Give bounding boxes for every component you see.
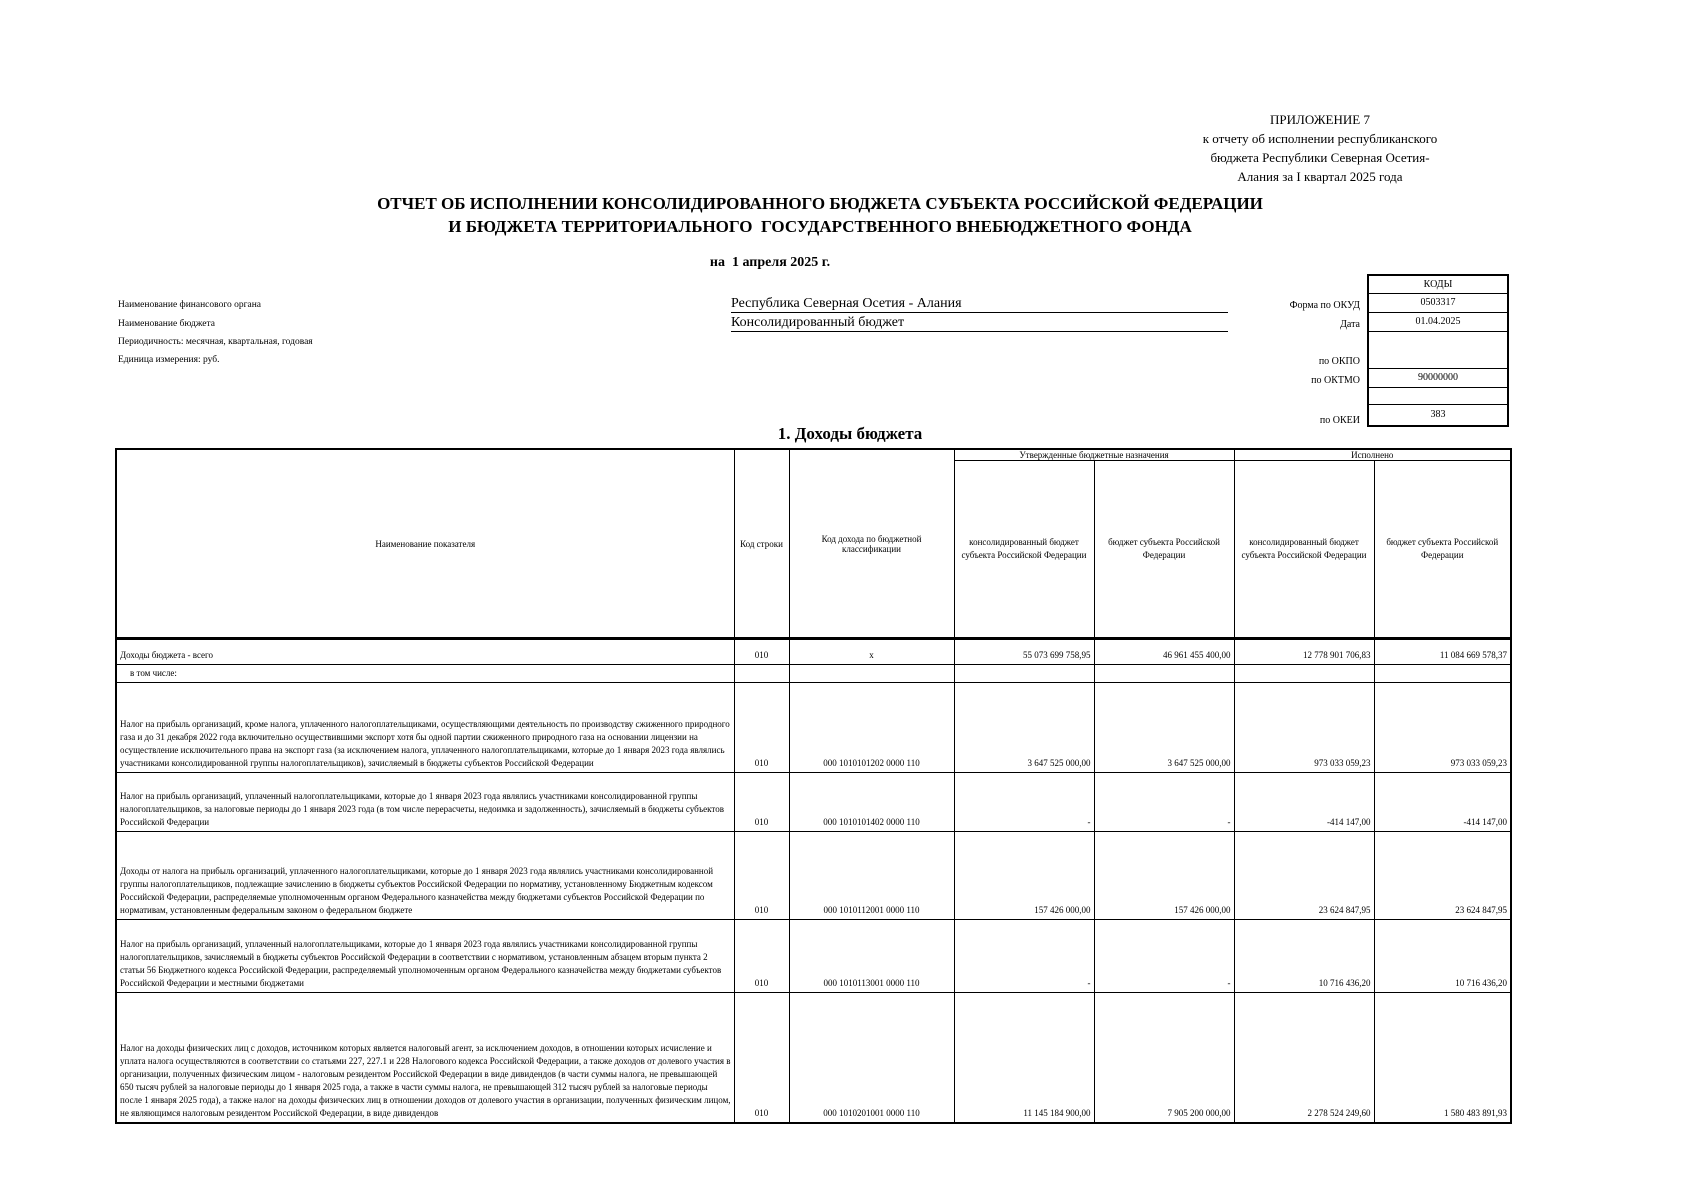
row-code: 010	[734, 993, 789, 1123]
fin-org-label: Наименование финансового органа	[118, 300, 262, 310]
row-executed-subject: -414 147,00	[1374, 773, 1511, 832]
date-value: 01.04.2025	[1369, 313, 1507, 332]
period-label: Периодичность: месячная, квартальная, годовая	[118, 337, 313, 347]
row-executed-consolidated: 10 716 436,20	[1234, 920, 1374, 993]
row-approved-consolidated: 11 145 184 900,00	[954, 993, 1094, 1123]
unit-label: Единица измерения: руб.	[118, 355, 220, 365]
fin-org-value: Республика Северная Осетия - Алания	[731, 295, 1228, 313]
row-executed-consolidated: 973 033 059,23	[1234, 683, 1374, 773]
row-code: 010	[734, 683, 789, 773]
table-row	[116, 683, 1511, 773]
section-title: 1. Доходы бюджета	[777, 424, 923, 443]
row-code	[734, 665, 789, 683]
row-class-code	[789, 665, 954, 683]
table-group-header-row	[116, 449, 1511, 461]
okud-value: 0503317	[1369, 294, 1507, 313]
report-date: на 1 апреля 2025 г.	[709, 255, 831, 270]
oktmo-label: по ОКТМО	[1311, 375, 1360, 386]
okpo-label: по ОКПО	[1318, 356, 1360, 367]
col-header-code: Код строки	[734, 449, 789, 639]
row-approved-consolidated: -	[954, 920, 1094, 993]
row-approved-subject: 46 961 455 400,00	[1094, 639, 1234, 665]
table-row	[116, 773, 1511, 832]
row-approved-consolidated: -	[954, 773, 1094, 832]
col-header-approved-subject: бюджет субъекта Российской Федерации	[1094, 461, 1234, 639]
table-row	[116, 665, 1511, 683]
codes-box	[1367, 274, 1509, 427]
report-title	[150, 192, 1490, 238]
row-approved-subject	[1094, 665, 1234, 683]
title-line-1: ОТЧЕТ ОБ ИСПОЛНЕНИИ КОНСОЛИДИРОВАННОГО БЮДЖЕТА СУБЪЕКТА РОССИЙСКОЙ ФЕДЕРАЦИИ	[377, 194, 1263, 213]
okpo-value	[1369, 332, 1507, 369]
col-header-approved-consolidated: консолидированный бюджет субъекта Российской Федерации	[954, 461, 1094, 639]
row-approved-consolidated	[954, 665, 1094, 683]
row-code: 010	[734, 832, 789, 920]
row-class-code: 000 1010101402 0000 110	[789, 773, 954, 832]
col-header-class: Код дохода по бюджетной классификации	[789, 449, 954, 639]
row-class-code: 000 1010201001 0000 110	[789, 993, 954, 1123]
row-code: 010	[734, 773, 789, 832]
row-executed-consolidated: -414 147,00	[1234, 773, 1374, 832]
row-executed-subject	[1374, 665, 1511, 683]
col-header-name: Наименование показателя	[116, 449, 734, 639]
row-approved-consolidated: 157 426 000,00	[954, 832, 1094, 920]
budget-label: Наименование бюджета	[118, 319, 215, 329]
row-code: 010	[734, 639, 789, 665]
appendix-line: Алания за I квартал 2025 года	[1237, 169, 1403, 184]
appendix-line: к отчету об исполнении республиканского	[1202, 131, 1438, 146]
table-row	[116, 920, 1511, 993]
row-executed-subject: 10 716 436,20	[1374, 920, 1511, 993]
row-executed-subject: 1 580 483 891,93	[1374, 993, 1511, 1123]
row-class-code: 000 1010101202 0000 110	[789, 683, 954, 773]
row-executed-subject: 11 084 669 578,37	[1374, 639, 1511, 665]
group-header-executed: Исполнено	[1234, 449, 1511, 461]
row-name: Доходы от налога на прибыль организаций, уплаченного налогоплательщиками, которые до 1 января 2023 года являлись участниками консолидированной группы налогоплательщиков, подлежащие зачислению в бюджеты субъектов Российской Федерации по нормативу, установленному Бюджетным кодексом Российской Федерации, распределяемые уполномоченным органом Федерального казначейства между бюджетами субъектов Российской Федерации по нормативам, установленным федеральным законом о федеральном бюджете	[116, 832, 734, 920]
group-header-approved: Утвержденные бюджетные назначения	[954, 449, 1234, 461]
row-name: в том числе:	[130, 668, 177, 678]
row-approved-subject: -	[1094, 920, 1234, 993]
row-name: Доходы бюджета - всего	[116, 639, 734, 665]
col-header-executed-subject: бюджет субъекта Российской Федерации	[1374, 461, 1511, 639]
col-header-executed-consolidated: консолидированный бюджет субъекта Российской Федерации	[1234, 461, 1374, 639]
row-executed-consolidated: 23 624 847,95	[1234, 832, 1374, 920]
row-executed-subject: 973 033 059,23	[1374, 683, 1511, 773]
row-approved-consolidated: 3 647 525 000,00	[954, 683, 1094, 773]
row-executed-subject: 23 624 847,95	[1374, 832, 1511, 920]
okud-label: Форма по ОКУД	[1289, 300, 1360, 311]
row-approved-subject: 157 426 000,00	[1094, 832, 1234, 920]
income-table	[115, 448, 1512, 1124]
title-line-2: И БЮДЖЕТА ТЕРРИТОРИАЛЬНОГО ГОСУДАРСТВЕННОГО ВНЕБЮДЖЕТНОГО ФОНДА	[448, 217, 1192, 236]
appendix-line: ПРИЛОЖЕНИЕ 7	[1270, 112, 1370, 127]
table-row	[116, 639, 1511, 665]
row-class-code: 000 1010112001 0000 110	[789, 832, 954, 920]
row-name: Налог на прибыль организаций, уплаченный налогоплательщиками, которые до 1 января 2023 года являлись участниками консолидированной группы налогоплательщиков, зачисляемый в бюджеты субъектов Российской Федерации в соответствии с нормативом, установленным абзацем вторым пункта 2 статьи 56 Бюджетного кодекса Российской Федерации, распределяемый уполномоченным органом Федерального казначейства между бюджетами субъектов Российской Федерации и местными бюджетами	[116, 920, 734, 993]
row-approved-subject: 3 647 525 000,00	[1094, 683, 1234, 773]
row-class-code: 000 1010113001 0000 110	[789, 920, 954, 993]
appendix-line: бюджета Республики Северная Осетия-	[1210, 150, 1430, 165]
okei-label: по ОКЕИ	[1319, 415, 1360, 426]
codes-header: КОДЫ	[1369, 276, 1507, 294]
date-label: Дата	[1340, 319, 1360, 330]
table-row	[116, 993, 1511, 1123]
row-name: Налог на прибыль организаций, кроме налога, уплаченного налогоплательщиками, осуществляющими деятельность по производству сжиженного природного газа и до 31 декабря 2022 года включительно осуществившими экспорт хотя бы одной партии сжиженного природного газа на основании лицензии на осуществление исключительного права на экспорт газа (за исключением налога, уплаченного налогоплательщиками, которые до 1 января 2023 года являлись участниками консолидированной группы налогоплательщиков), зачисляемый в бюджеты субъектов Российской Федерации	[116, 683, 734, 773]
row-class-code: x	[789, 639, 954, 665]
oktmo-value: 90000000	[1369, 369, 1507, 388]
row-executed-consolidated	[1234, 665, 1374, 683]
row-executed-consolidated: 12 778 901 706,83	[1234, 639, 1374, 665]
row-approved-subject: 7 905 200 000,00	[1094, 993, 1234, 1123]
row-executed-consolidated: 2 278 524 249,60	[1234, 993, 1374, 1123]
row-approved-subject: -	[1094, 773, 1234, 832]
appendix-note	[1150, 110, 1490, 186]
row-approved-consolidated: 55 073 699 758,95	[954, 639, 1094, 665]
okei-value: 383	[1430, 409, 1446, 420]
budget-value: Консолидированный бюджет	[731, 314, 1228, 332]
codes-blank-cell	[1369, 388, 1507, 405]
row-name: Налог на доходы физических лиц с доходов, источником которых является налоговый агент, за исключением доходов, в отношении которых исчисление и уплата налога осуществляются в соответствии со статьями 227, 227.1 и 228 Налогового кодекса Российской Федерации, а также доходов от долевого участия в организации, полученных физическим лицом - налоговым резидентом Российской Федерации в виде дивидендов (в части суммы налога, не превышающей 650 тысяч рублей за налоговые периоды до 1 января 2025 года, а также в части суммы налога, не превышающей 312 тысяч рублей за налоговые периоды после 1 января 2025 года), а также налог на доходы физических лиц в отношении доходов от долевого участия в организации, полученных физическим лицом, не являющимся налоговым резидентом Российской Федерации, в виде дивидендов	[116, 993, 734, 1123]
table-row	[116, 832, 1511, 920]
row-code: 010	[734, 920, 789, 993]
row-name: Налог на прибыль организаций, уплаченный налогоплательщиками, которые до 1 января 2023 года являлись участниками консолидированной группы налогоплательщиков, за налоговые периоды до 1 января 2023 года (в том числе перерасчеты, недоимка и задолженность), зачисляемый в бюджеты субъектов Российской Федерации	[116, 773, 734, 832]
